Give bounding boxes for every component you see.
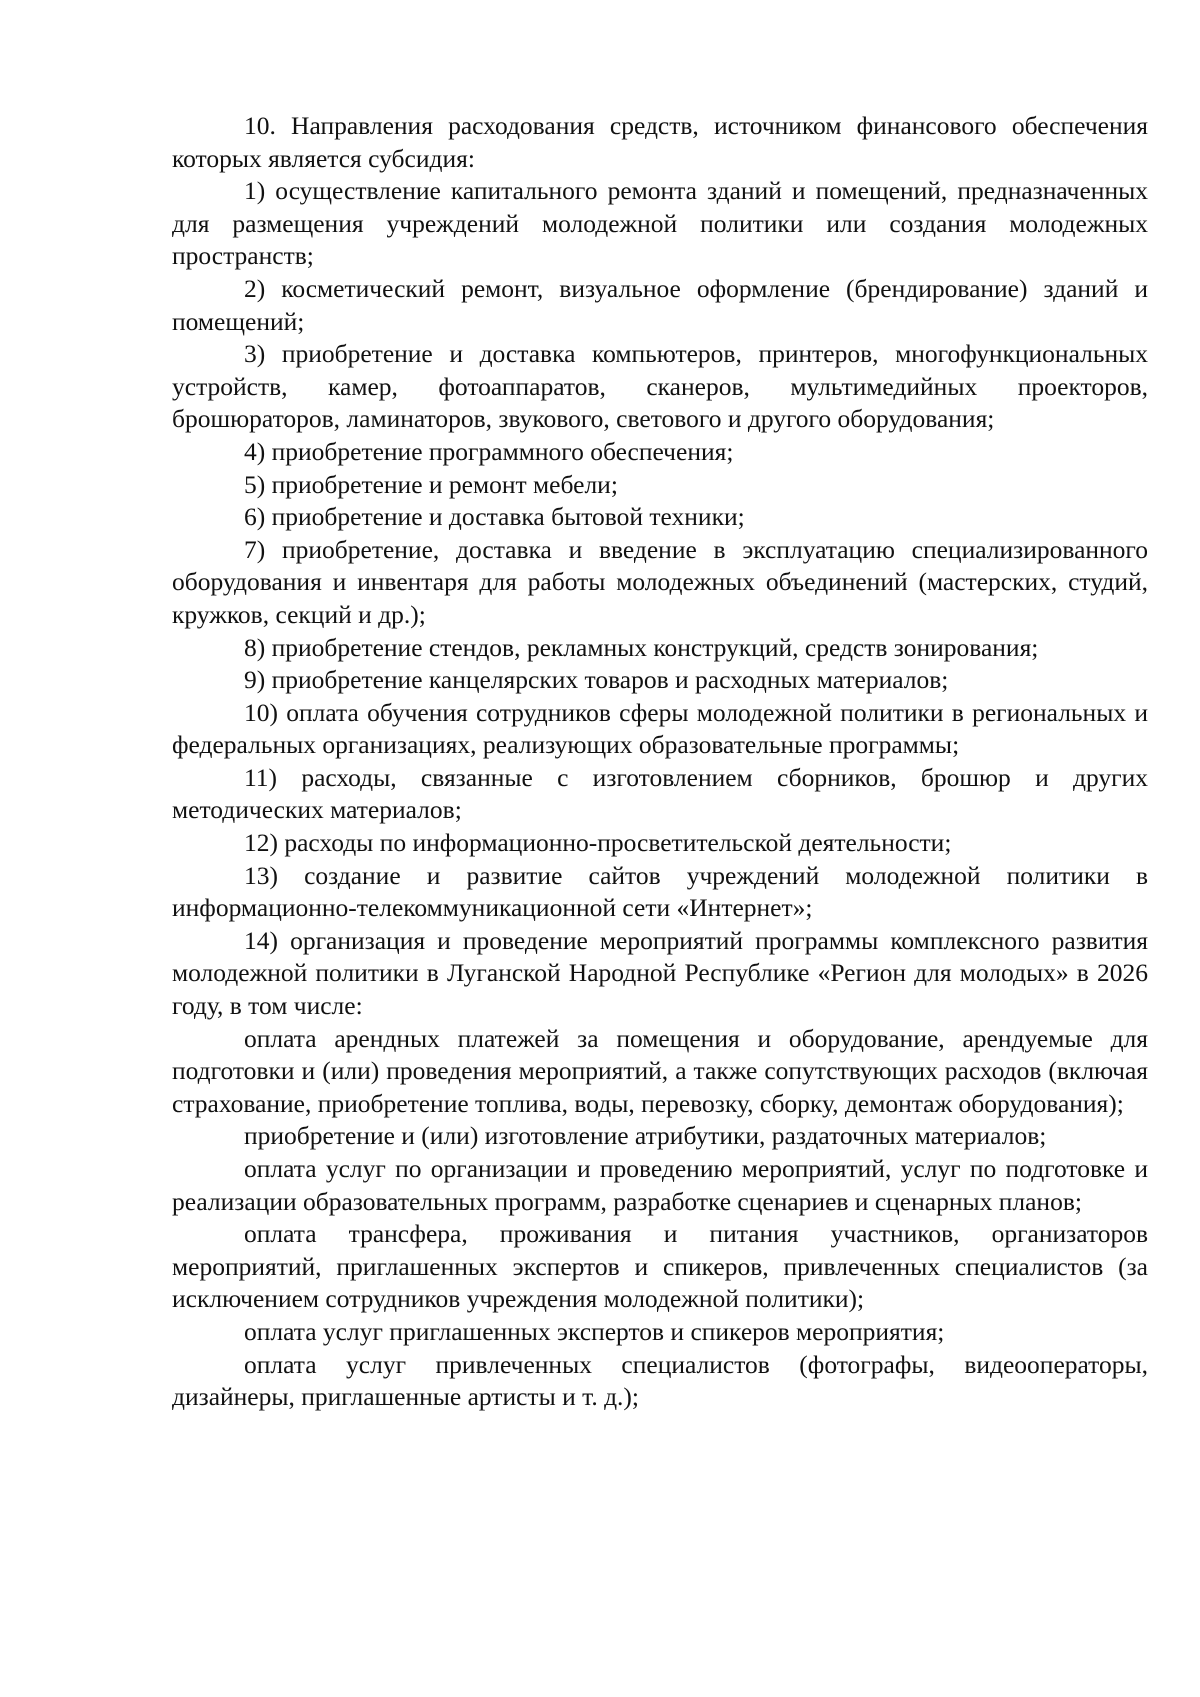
list-item-14: 14) организация и проведение мероприятий программы комплексного развития молодежной политики в Луганской Народной Республике «Регион для молодых» в 2026 году, в том числе: xyxy=(172,925,1148,1021)
sub-item-services: оплата услуг по организации и проведению мероприятий, услуг по подготовке и реализации образовательных программ, разработке сценариев и сценарных планов; xyxy=(172,1154,1148,1216)
list-item-3: 3) приобретение и доставка компьютеров, принтеров, многофункциональных устройств, камер, фотоаппаратов, сканеров, мультимедийных проекторов, брошюраторов, ламинаторов, звукового, светового и другого оборудования; xyxy=(172,339,1148,434)
list-item-8: 8) приобретение стендов, рекламных конструкций, средств зонирования; xyxy=(244,632,1039,662)
list-item-9: 9) приобретение канцелярских товаров и расходных материалов; xyxy=(244,665,949,695)
list-item-7: 7) приобретение, доставка и введение в эксплуатацию специализированного оборудования и инвентаря для работы молодежных объединений (мастерских, студий, кружков, секций и др.); xyxy=(172,534,1148,629)
sub-item-attributes: приобретение и (или) изготовление атрибутики, раздаточных материалов; xyxy=(244,1121,1047,1151)
list-item-2: 2) косметический ремонт, визуальное оформление (брендирование) зданий и помещений; xyxy=(172,273,1148,336)
list-item-13: 13) создание и развитие сайтов учреждений молодежной политики в информационно-телекоммуникационной сети «Интернет»; xyxy=(172,860,1148,923)
paragraph-10-heading: 10. Направления расходования средств, источником финансового обеспечения которых является субсидия: xyxy=(172,111,1148,173)
list-item-11: 11) расходы, связанные с изготовлением сборников, брошюр и других методических материалов; xyxy=(172,762,1148,825)
list-item-12: 12) расходы по информационно-просветительской деятельности; xyxy=(244,828,952,858)
list-item-10: 10) оплата обучения сотрудников сферы молодежной политики в региональных и федеральных организациях, реализующих образовательные программы; xyxy=(172,697,1148,760)
list-item-4: 4) приобретение программного обеспечения; xyxy=(244,436,734,466)
list-item-6: 6) приобретение и доставка бытовой техники; xyxy=(244,502,745,532)
list-item-1: 1) осуществление капитального ремонта зданий и помещений, предназначенных для размещения учреждений молодежной политики или создания молодежных пространств; xyxy=(172,176,1148,271)
sub-item-rent: оплата арендных платежей за помещения и оборудование, арендуемые для подготовки и (или) проведения мероприятий, а также сопутствующих расходов (включая страхование, приобретение топлива, воды, перевозку, сборку, демонтаж оборудования); xyxy=(172,1023,1148,1118)
list-item-5: 5) приобретение и ремонт мебели; xyxy=(244,469,618,499)
sub-item-specialists: оплата услуг привлеченных специалистов (фотографы, видеооператоры, дизайнеры, приглашенные артисты и т. д.); xyxy=(172,1349,1148,1412)
sub-item-transfer: оплата трансфера, проживания и питания участников, организаторов мероприятий, приглашенных экспертов и спикеров, привлеченных специалистов (за исключением сотрудников учреждения молодежной политики); xyxy=(172,1219,1148,1314)
sub-item-experts: оплата услуг приглашенных экспертов и спикеров мероприятия; xyxy=(244,1316,945,1346)
document-page xyxy=(172,110,1148,1414)
